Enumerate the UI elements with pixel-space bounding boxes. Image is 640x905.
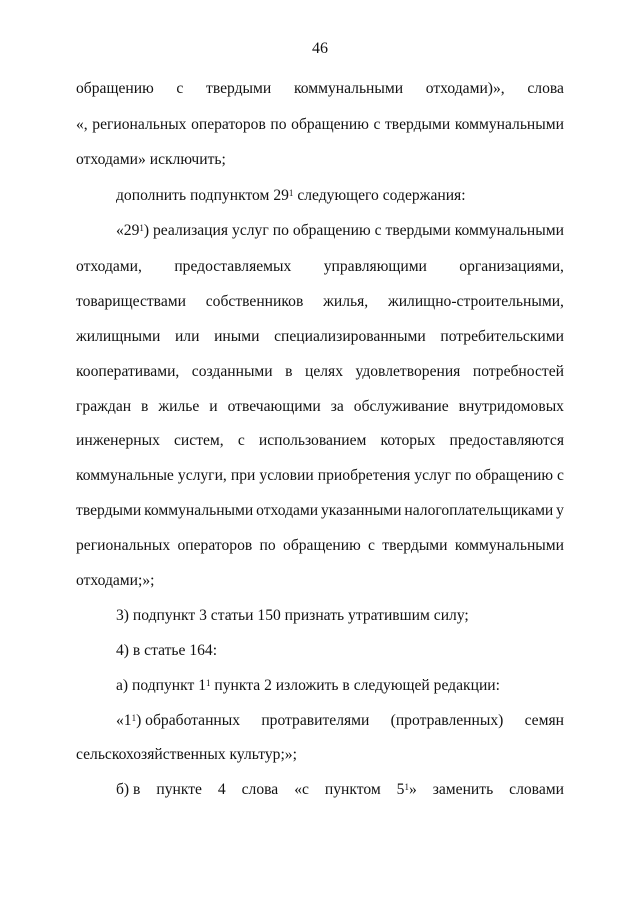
word: с: [176, 80, 184, 97]
text-line: [76, 537, 564, 555]
word: отвечающими: [227, 398, 321, 415]
word: отходами: [256, 502, 319, 519]
word: обращению: [291, 116, 369, 133]
word: при: [230, 467, 256, 484]
word: товариществами: [76, 293, 186, 310]
text-line: [76, 467, 564, 485]
word: по: [270, 116, 287, 133]
word: и: [209, 398, 218, 415]
word: организациями,: [459, 258, 564, 275]
word: коммунальными: [144, 502, 254, 519]
word: систем,: [174, 432, 224, 449]
word: обращению: [283, 537, 361, 554]
word: региональных: [92, 116, 187, 133]
text-line: сельскохозяйственных культур;»;: [76, 746, 297, 763]
word: операторов: [191, 116, 266, 133]
word: потребительскими: [440, 328, 564, 345]
word: обслуживание: [353, 398, 449, 415]
word: у: [556, 502, 564, 519]
word: за: [330, 398, 344, 415]
word: специализированными: [274, 328, 426, 345]
word: с: [368, 537, 375, 554]
word: услуги,: [177, 467, 227, 484]
word: или: [174, 328, 200, 345]
word: использованием: [258, 432, 367, 449]
word: твердыми: [382, 537, 448, 554]
text-line: [76, 258, 564, 276]
word: указанными: [321, 502, 402, 519]
text-line: [76, 502, 564, 520]
paragraph-line: дополнить подпунктом $29^1$ следующего содержания:: [116, 187, 466, 204]
word: жилье: [158, 398, 200, 415]
word: инженерных: [76, 432, 160, 449]
paragraph-line: б) в пункте 4 слова «с пунктом $5^1$» заменить словами: [116, 781, 564, 798]
word: внутридомовых: [458, 398, 564, 415]
text-line: отходами;»;: [76, 572, 155, 589]
word: услуг: [414, 467, 452, 484]
word: с: [237, 432, 245, 449]
word: приобретения: [317, 467, 411, 484]
text-line: [76, 80, 564, 98]
word: граждан: [76, 398, 132, 415]
word: с: [557, 467, 564, 484]
word: твердыми: [76, 502, 142, 519]
text-line: [76, 363, 564, 381]
word: кооперативами,: [76, 363, 180, 380]
text-line: [76, 116, 564, 134]
paragraph-line: а) подпункт $1^1$ пункта 2 изложить в следующей редакции:: [116, 677, 500, 694]
word: потребностей: [472, 363, 564, 380]
text-line: [76, 328, 564, 346]
word: предоставляются: [449, 432, 564, 449]
word: коммунальные: [76, 467, 174, 484]
word: операторов: [177, 537, 253, 554]
page-number: 46: [312, 40, 328, 57]
word: коммунальными: [454, 116, 564, 133]
text-line: отходами» исключить;: [76, 151, 226, 168]
word: по: [259, 537, 276, 554]
word: в: [141, 398, 149, 415]
word: твердыми: [206, 80, 272, 97]
text-line: [76, 398, 564, 416]
word: собственников: [205, 293, 304, 310]
word: коммунальными: [454, 537, 564, 554]
text-line: [76, 432, 564, 450]
word: слова: [527, 80, 564, 97]
word: которых: [380, 432, 436, 449]
word: отходами,: [76, 258, 142, 275]
paragraph-line: 4) в статье 164:: [116, 642, 218, 659]
word: условии: [259, 467, 314, 484]
word: предоставляемых: [174, 258, 292, 275]
word: жилья,: [323, 293, 369, 310]
word: твердыми: [384, 116, 451, 133]
word: коммунальными: [293, 80, 404, 97]
paragraph-line: «$1^1$) обработанных протравителями (протравленных) семян: [116, 712, 564, 729]
word: региональных: [76, 537, 171, 554]
word: жилищными: [76, 328, 161, 345]
word: созданными: [191, 363, 273, 380]
word: налогоплательщиками: [404, 502, 554, 519]
word: целях: [304, 363, 344, 380]
paragraph-line: 3) подпункт 3 статьи 150 признать утратившим силу;: [116, 607, 469, 624]
word: отходами)»,: [425, 80, 505, 97]
word: с: [373, 116, 381, 133]
word: по: [455, 467, 472, 484]
word: обращению: [76, 80, 154, 97]
word: управляющими: [323, 258, 427, 275]
word: обращению: [475, 467, 553, 484]
word: «,: [76, 116, 88, 133]
word: иными: [214, 328, 260, 345]
word: в: [285, 363, 293, 380]
word: удовлетворения: [355, 363, 461, 380]
paragraph-line: «$29^1$) реализация услуг по обращению с твердыми коммунальными: [116, 222, 564, 239]
text-line: [76, 293, 564, 311]
word: жилищно-строительными,: [387, 293, 564, 310]
